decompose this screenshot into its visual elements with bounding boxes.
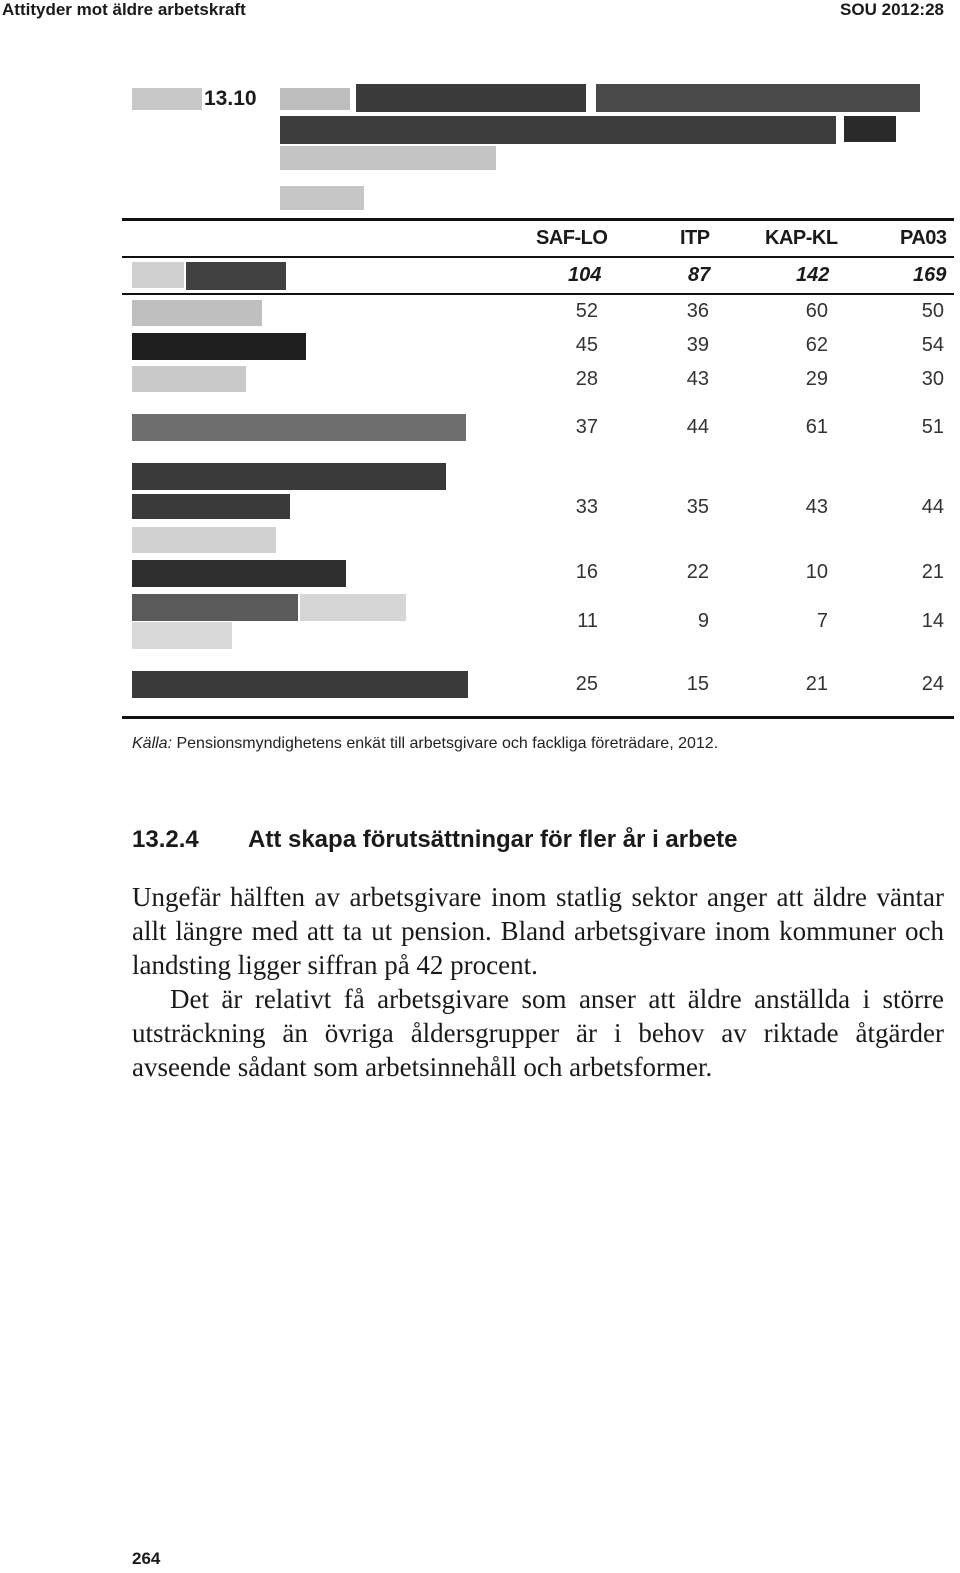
table-source	[132, 735, 718, 753]
table-bottom-rule	[122, 716, 954, 719]
row-label-redaction	[132, 300, 262, 326]
table-cell: 35	[686, 496, 709, 518]
table-cell: 44	[686, 416, 709, 438]
n-value-kap-kl: 142	[796, 264, 830, 286]
section-heading	[132, 826, 737, 854]
n-value-pa03: 169	[913, 264, 947, 286]
table-cell: 37	[575, 416, 598, 438]
source-label: Källa:	[132, 735, 173, 752]
row-label-redaction	[132, 594, 298, 621]
paragraph: Ungefär hälften av arbetsgivare inom statlig sektor anger att äldre väntar allt längre med att ta ut pension. Bland arbetsgivare inom kommuner och landsting ligger siffran på 42 procent.	[132, 882, 944, 980]
caption-redaction	[356, 84, 586, 112]
table-cell: 45	[575, 334, 598, 356]
table-cell: 60	[805, 300, 828, 322]
row-label-redaction	[132, 262, 184, 288]
row-label-redaction	[132, 622, 232, 649]
column-header-kap-kl: KAP-KL	[765, 227, 838, 249]
source-text: Pensionsmyndighetens enkät till arbetsgivare och fackliga företrädare, 2012.	[176, 735, 719, 752]
table-cell: 14	[921, 610, 944, 632]
caption-redaction	[280, 116, 836, 144]
table-cell: 51	[921, 416, 944, 438]
body-text	[132, 880, 944, 1084]
table-n-rule	[122, 293, 954, 295]
table-cell: 33	[575, 496, 598, 518]
row-label-redaction	[132, 463, 446, 490]
row-label-redaction	[132, 527, 276, 553]
row-label-redaction	[132, 494, 290, 519]
row-label-redaction	[132, 414, 466, 441]
table-cell: 43	[805, 496, 828, 518]
table-cell: 22	[686, 561, 709, 583]
running-header	[0, 0, 960, 22]
row-label-redaction	[132, 333, 306, 360]
table-cell: 61	[805, 416, 828, 438]
table-cell: 25	[575, 673, 598, 695]
table-cell: 54	[921, 334, 944, 356]
table-cell: 39	[686, 334, 709, 356]
table-cell: 28	[575, 368, 598, 390]
row-label-redaction	[132, 671, 468, 698]
table-cell: 11	[577, 610, 598, 632]
row-label-redaction	[132, 366, 246, 392]
n-value-itp: 87	[688, 264, 711, 286]
column-header-saf-lo: SAF-LO	[536, 227, 608, 249]
table-cell: 52	[575, 300, 598, 322]
page-number: 264	[132, 1549, 161, 1568]
paragraph: Det är relativt få arbetsgivare som anser att äldre anställda i större utsträckning än övriga åldersgrupper är i behov av riktade åtgärder avseende sådant som arbetsinnehåll och arbetsformer.	[132, 984, 944, 1082]
n-value-saf-lo: 104	[568, 264, 602, 286]
column-header-itp: ITP	[680, 227, 710, 249]
table-cell: 7	[816, 610, 828, 632]
table-cell: 44	[921, 496, 944, 518]
row-label-redaction	[132, 560, 346, 587]
running-header-title: Attityder mot äldre arbetskraft	[2, 0, 246, 19]
table-cell: 30	[921, 368, 944, 390]
table-cell: 50	[921, 300, 944, 322]
table-header-rule	[122, 256, 954, 258]
table-cell: 21	[805, 673, 828, 695]
caption-redaction	[280, 146, 496, 170]
caption-redaction	[844, 116, 896, 142]
running-header-report-id: SOU 2012:28	[840, 0, 944, 19]
table-number: 13.10	[204, 87, 257, 110]
table-cell: 16	[575, 561, 598, 583]
caption-redaction	[280, 186, 364, 210]
caption-redaction	[596, 84, 920, 112]
table-cell: 21	[921, 561, 944, 583]
table-cell: 10	[805, 561, 828, 583]
column-header-pa03: PA03	[900, 227, 947, 249]
section-title: Att skapa förutsättningar för fler år i arbete	[248, 826, 738, 853]
caption-redaction	[280, 88, 350, 110]
table-cell: 15	[686, 673, 709, 695]
table-top-rule	[122, 218, 954, 221]
section-number: 13.2.4	[132, 826, 199, 853]
table-cell: 43	[686, 368, 709, 390]
table-cell: 9	[697, 610, 709, 632]
table-cell: 62	[805, 334, 828, 356]
row-label-redaction	[300, 594, 406, 621]
row-label-redaction	[186, 262, 286, 290]
caption-redaction	[132, 88, 202, 110]
table-cell: 24	[921, 673, 944, 695]
table-cell: 29	[805, 368, 828, 390]
table-cell: 36	[686, 300, 709, 322]
